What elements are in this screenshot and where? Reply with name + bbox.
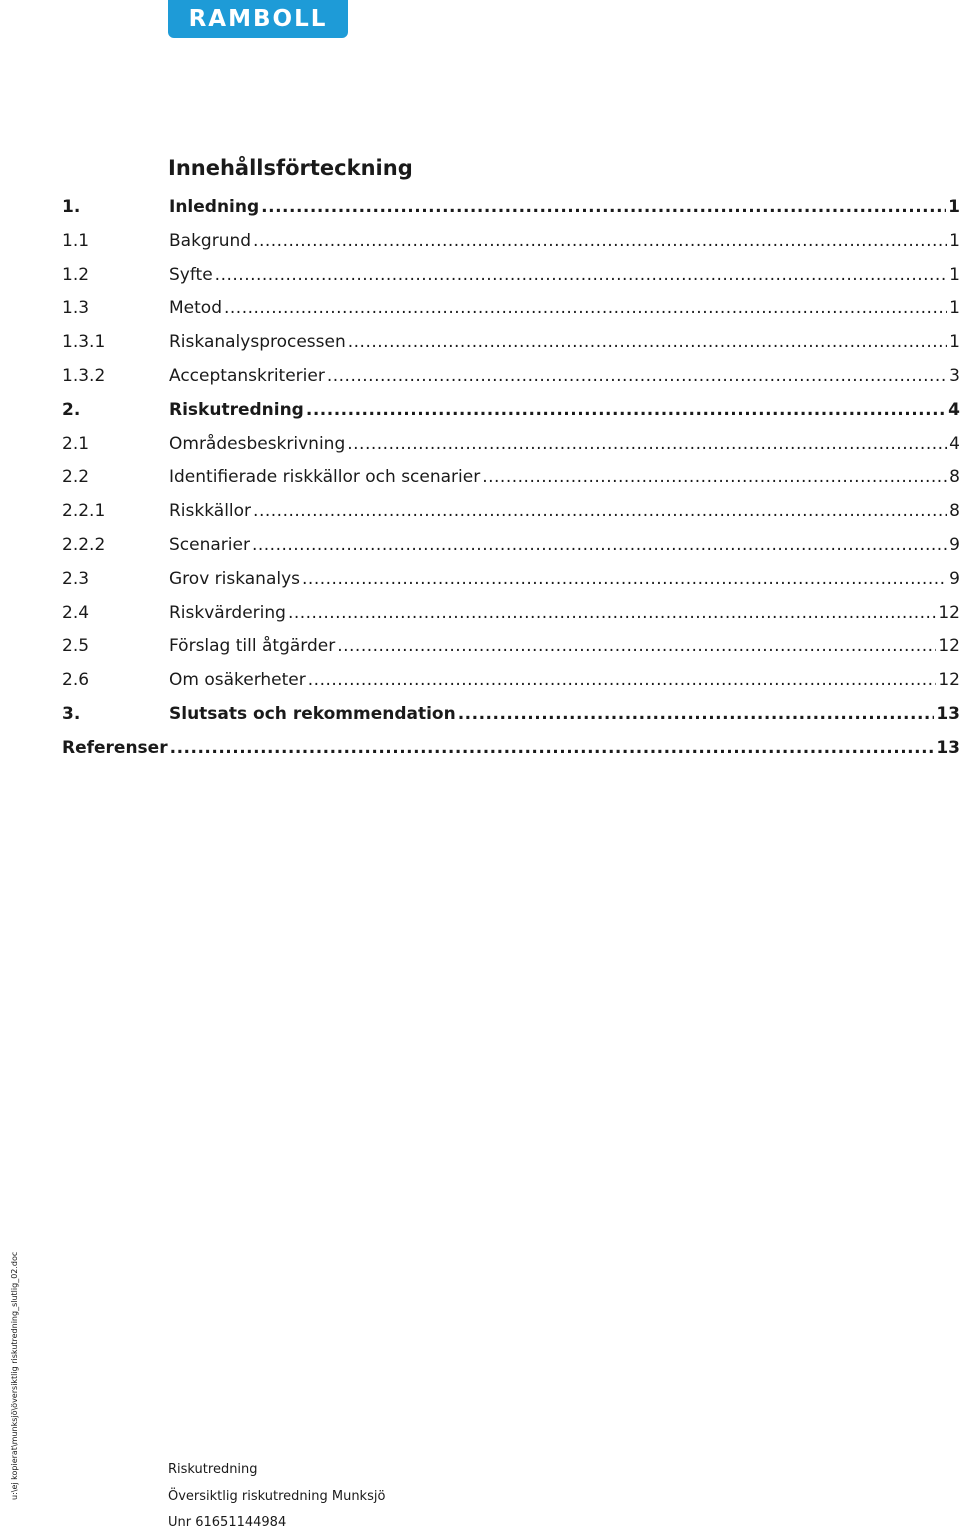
toc-entry-number: 2.	[62, 399, 81, 420]
toc-title: Innehållsförteckning	[168, 156, 413, 180]
toc-entry-title: Identifierade riskkällor och scenarier	[169, 467, 481, 488]
toc-entry-number: 2.2.2	[62, 535, 106, 555]
toc-entry-page: 1	[949, 264, 960, 285]
toc-dot-leader	[253, 228, 947, 254]
toc-entry-number: 2.4	[62, 602, 90, 623]
toc-entry-title: Riskanalysprocessen	[169, 332, 346, 353]
toc-dot-leader	[224, 295, 947, 321]
toc-entry-page: 9	[949, 535, 960, 555]
toc-entry-title: Syfte	[169, 264, 213, 285]
toc-dot-leader	[482, 464, 947, 490]
toc-entry-page: 1	[949, 332, 960, 353]
toc-entry-number: 2.1	[62, 433, 90, 454]
toc-entry-title: Områdesbeskrivning	[169, 433, 346, 454]
toc-dot-leader	[253, 498, 947, 524]
toc-entry-number: 1.3	[62, 298, 90, 319]
toc-entry-page: 1	[949, 230, 960, 251]
toc-entry-page: 12	[938, 670, 960, 691]
toc-entry[interactable]	[62, 701, 960, 727]
toc-entry[interactable]	[62, 464, 960, 490]
toc-entry-page: 1	[949, 298, 960, 319]
toc-dot-leader	[170, 735, 935, 761]
toc-dot-leader	[327, 363, 947, 389]
toc-entry[interactable]	[62, 600, 960, 626]
toc-entry-title: Förslag till åtgärder	[169, 636, 336, 657]
toc-entry-page: 1	[948, 197, 960, 217]
footer-line-unr: Unr 61651144984	[168, 1515, 287, 1530]
toc-dot-leader	[308, 667, 937, 693]
toc-entry-page: 13	[936, 737, 960, 758]
toc-entry-number: 1.3.2	[62, 366, 106, 386]
toc-entry-title: Riskutredning	[169, 399, 304, 420]
toc-dot-leader	[302, 566, 947, 592]
toc-entry[interactable]	[62, 329, 960, 355]
toc-entry-number: 2.6	[62, 670, 90, 691]
toc-entry-number: 1.2	[62, 264, 90, 285]
toc-entry[interactable]	[62, 431, 960, 457]
toc-dot-leader	[458, 701, 935, 727]
toc-entry-page: 3	[949, 366, 960, 386]
toc-entry-page: 13	[936, 704, 960, 724]
toc-dot-leader	[215, 262, 948, 288]
toc-dot-leader	[252, 532, 947, 558]
toc-entry-page: 4	[949, 433, 960, 454]
toc-entry-title: Om osäkerheter	[169, 670, 306, 691]
toc-entry-number: 2.2.1	[62, 501, 106, 522]
toc-entry-number: 1.	[62, 197, 81, 217]
toc-entry-title: Grov riskanalys	[169, 568, 301, 589]
toc-dot-leader	[288, 600, 936, 626]
footer-line-title: Översiktlig riskutredning Munksjö	[168, 1488, 386, 1504]
toc-entry-page: 9	[949, 568, 960, 589]
toc-entry[interactable]	[62, 633, 960, 659]
toc-dot-leader	[348, 329, 947, 355]
toc-entry[interactable]	[62, 532, 960, 558]
ramboll-logo: RAMBOLL	[168, 0, 348, 38]
toc-entry-page: 12	[938, 636, 960, 657]
toc-entry-title: Scenarier	[169, 535, 250, 555]
toc-dot-leader	[337, 633, 936, 659]
toc-entry-title: Acceptanskriterier	[169, 366, 325, 386]
toc-entry-title: Bakgrund	[169, 230, 252, 251]
file-path: u:\ej kopierat\munksjö\översiktlig riskutredning_slutlig_02.doc	[10, 1251, 19, 1500]
toc-dot-leader	[261, 194, 946, 220]
toc-dot-leader	[347, 431, 947, 457]
toc-entry[interactable]	[62, 262, 960, 288]
toc-dot-leader	[306, 397, 946, 423]
toc-entry-number: 1.1	[62, 230, 90, 251]
toc-entry-number: 2.3	[62, 568, 90, 589]
toc-entry[interactable]	[62, 363, 960, 389]
toc-entry[interactable]	[62, 295, 960, 321]
toc-entry-number: 2.2	[62, 467, 90, 488]
toc-entry-title: Slutsats och rekommendation	[169, 704, 456, 724]
toc-entry-page: 8	[949, 501, 960, 522]
toc-entry[interactable]	[62, 194, 960, 220]
toc-entry-number: 1.3.1	[62, 332, 106, 353]
toc-entry[interactable]	[62, 735, 960, 761]
toc-entry-title: Inledning	[169, 197, 260, 217]
toc-entry[interactable]	[62, 498, 960, 524]
toc-entry[interactable]	[62, 667, 960, 693]
toc-entry[interactable]	[62, 397, 960, 423]
toc-entry-title: Riskvärdering	[169, 602, 286, 623]
toc-entry-number: 3.	[62, 704, 81, 724]
toc-entry[interactable]	[62, 228, 960, 254]
toc-entry-page: 12	[938, 602, 960, 623]
toc-entry-number: 2.5	[62, 636, 90, 657]
footer	[168, 1457, 385, 1537]
toc-entry-title: Referenser	[62, 737, 168, 758]
footer-line-document-type: Riskutredning	[168, 1462, 258, 1477]
toc-entry-page: 8	[949, 467, 960, 488]
toc-entry[interactable]	[62, 566, 960, 592]
toc-entry-title: Riskkällor	[169, 501, 252, 522]
toc-entry-title: Metod	[169, 298, 222, 319]
toc-entry-page: 4	[948, 399, 960, 420]
